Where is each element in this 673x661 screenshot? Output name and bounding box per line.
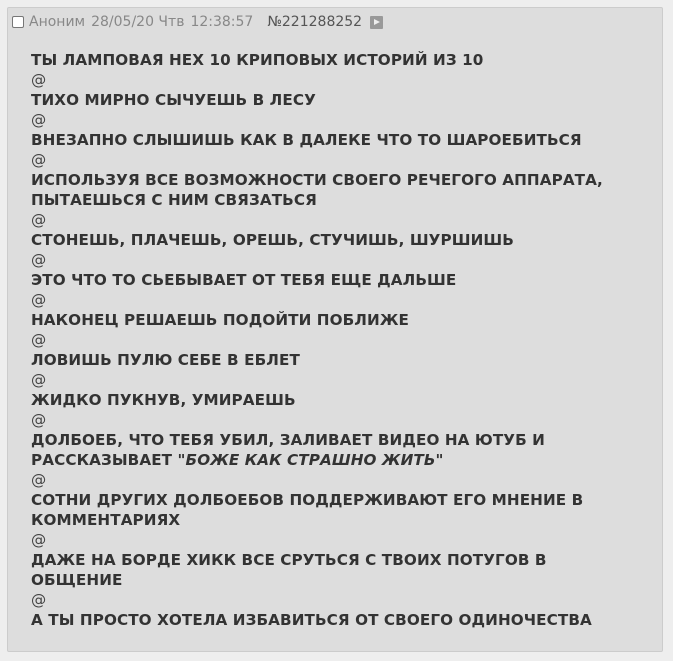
post-line: ВНЕЗАПНО СЛЫШИШЬ КАК В ДАЛЕКЕ ЧТО ТО ШАРОЕБИТЬСЯ [31, 131, 582, 149]
post-time: 12:38:57 [190, 14, 254, 30]
post-date: 28/05/20 Чтв [91, 14, 185, 30]
post-select-checkbox[interactable] [12, 16, 24, 28]
post-line [31, 450, 651, 470]
post [7, 7, 663, 652]
post-number-link[interactable]: №221288252 [267, 14, 363, 30]
post-line: А ТЫ ПРОСТО ХОТЕЛА ИЗБАВИТЬСЯ ОТ СВОЕГО ОДИНОЧЕСТВА [31, 611, 592, 629]
post-line: ОБЩЕНИЕ [31, 571, 123, 589]
separator-at: @ [31, 251, 47, 269]
post-line: СТОНЕШЬ, ПЛАЧЕШЬ, ОРЕШЬ, СТУЧИШЬ, ШУРШИШЬ [31, 231, 514, 249]
post-line-text: РАССКАЗЫВАЕТ [31, 451, 173, 469]
post-line: ПЫТАЕШЬСЯ С НИМ СВЯЗАТЬСЯ [31, 191, 317, 209]
post-line: ИСПОЛЬЗУЯ ВСЕ ВОЗМОЖНОСТИ СВОЕГО РЕЧЕГОГО АППАРАТА, [31, 171, 603, 189]
quoted-italic-text: "БОЖЕ КАК СТРАШНО ЖИТЬ" [177, 451, 444, 469]
separator-at: @ [31, 591, 47, 609]
post-line: НАКОНЕЦ РЕШАЕШЬ ПОДОЙТИ ПОБЛИЖЕ [31, 311, 409, 329]
post-line: ТЫ ЛАМПОВАЯ НЕХ 10 КРИПОВЫХ ИСТОРИЙ ИЗ 10 [31, 51, 484, 69]
separator-at: @ [31, 291, 47, 309]
post-line: СОТНИ ДРУГИХ ДОЛБОЕБОВ ПОДДЕРЖИВАЮТ ЕГО МНЕНИЕ В [31, 491, 584, 509]
separator-at: @ [31, 331, 47, 349]
post-line: ЛОВИШЬ ПУЛЮ СЕБЕ В ЕБЛЕТ [31, 351, 300, 369]
post-line: КОММЕНТАРИЯХ [31, 511, 181, 529]
reply-arrow-icon[interactable] [370, 16, 383, 29]
separator-at: @ [31, 371, 47, 389]
separator-at: @ [31, 411, 47, 429]
post-header [12, 12, 383, 32]
separator-at: @ [31, 471, 47, 489]
post-body [31, 50, 651, 630]
post-line: ЭТО ЧТО ТО СЬЕБЫВАЕТ ОТ ТЕБЯ ЕЩЕ ДАЛЬШЕ [31, 271, 457, 289]
post-line: ТИХО МИРНО СЫЧУЕШЬ В ЛЕСУ [31, 91, 316, 109]
separator-at: @ [31, 211, 47, 229]
post-author: Аноним [29, 14, 86, 30]
separator-at: @ [31, 71, 47, 89]
post-line: ЖИДКО ПУКНУВ, УМИРАЕШЬ [31, 391, 296, 409]
separator-at: @ [31, 531, 47, 549]
separator-at: @ [31, 111, 47, 129]
separator-at: @ [31, 151, 47, 169]
post-line: ДОЛБОЕБ, ЧТО ТЕБЯ УБИЛ, ЗАЛИВАЕТ ВИДЕО НА ЮТУБ И [31, 431, 545, 449]
post-line: ДАЖЕ НА БОРДЕ ХИКК ВСЕ СРУТЬСЯ С ТВОИХ ПОТУГОВ В [31, 551, 547, 569]
